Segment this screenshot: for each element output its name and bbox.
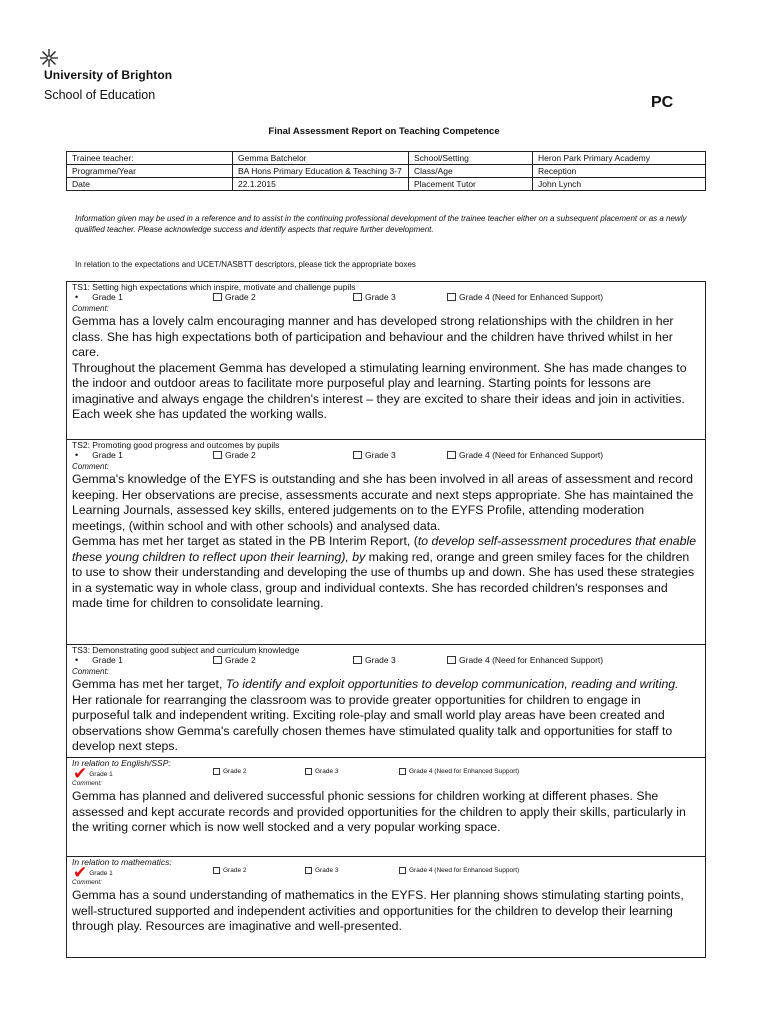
section-heading: TS2: Promoting good progress and outcomes by pupils — [72, 440, 280, 450]
table-cell: 22.1.2015 — [233, 178, 409, 191]
section-ts3 — [66, 644, 706, 758]
grade-2-label: Grade 2 — [223, 867, 247, 874]
grade-options — [67, 764, 705, 783]
grade-1-label: Grade 1 — [89, 869, 113, 877]
table-cell: School/Setting — [409, 152, 533, 165]
report-code: PC — [651, 94, 674, 111]
section-heading: In relation to English/SSP: — [72, 758, 171, 768]
comment-text: Gemma has a sound understanding of mathematics in the EYFS. Her planning shows stimulating starting points, well-structured supported and independent activities and opportunities for the children to develop their learning through play. Resources are imaginative and well-presented. — [72, 888, 684, 933]
grade-4-checkbox[interactable] — [399, 867, 406, 874]
comment-label: Comment: — [72, 462, 109, 471]
grade-2-checkbox[interactable] — [213, 656, 222, 664]
bullet: • — [75, 655, 79, 665]
grade-2-checkbox[interactable] — [213, 293, 222, 301]
intro-text: Information given may be used in a reference and to assist in the continuing professional development of the trainee teacher either on a subsequent placement or as a newly qualified teacher. Please acknowledge success and identify aspects that require further development. — [75, 214, 687, 234]
table-cell: Placement Tutor — [409, 178, 533, 191]
grade-2-label: Grade 2 — [223, 768, 247, 775]
grade-3-checkbox[interactable] — [305, 768, 312, 775]
comment-label: Comment: — [72, 879, 102, 886]
tick-mark-icon: ✔ — [73, 764, 88, 783]
grade-3-label: Grade 3 — [315, 768, 339, 775]
comment-part: Gemma has met her target, — [72, 677, 226, 691]
grade-3-checkbox[interactable] — [353, 656, 362, 664]
table-cell: Programme/Year — [67, 165, 233, 178]
table-cell: Trainee teacher: — [67, 152, 233, 165]
table-row — [67, 152, 706, 165]
grade-2-label: Grade 2 — [225, 292, 256, 302]
section-english — [66, 757, 706, 857]
bullet: • — [75, 292, 79, 302]
grade-3-checkbox[interactable] — [305, 867, 312, 874]
comment-text: Gemma has planned and delivered successful phonic sessions for children working at different phases. She assessed and kept accurate records and provided opportunities for the children to apply their skills, particularly in the writing corner which is now well stocked and a very popular working space. — [72, 789, 686, 834]
grade-1-label: Grade 1 — [92, 655, 123, 665]
grade-2-checkbox[interactable] — [213, 451, 222, 459]
grade-2-label: Grade 2 — [225, 450, 256, 460]
grade-3-label: Grade 3 — [365, 292, 396, 302]
comment-text: Gemma's knowledge of the EYFS is outstanding and she has been involved in all areas of assessment and record keeping. Her observations are precise, assessments accurate and next steps appropriate. She has maintained the Learning Journals, assessed key skills, entered judgements on to the EYFS Profile, attending moderation meetings, (within school and with other schools) and analysed data. — [72, 472, 694, 533]
table-cell: BA Hons Primary Education & Teaching 3-7 — [233, 165, 409, 178]
grade-4-label: Grade 4 (Need for Enhanced Support) — [409, 867, 520, 874]
grade-4-label: Grade 4 (Need for Enhanced Support) — [459, 450, 604, 460]
grade-3-checkbox[interactable] — [353, 451, 362, 459]
comment-text — [67, 534, 705, 612]
table-cell: Heron Park Primary Academy — [533, 152, 706, 165]
grade-4-label: Grade 4 (Need for Enhanced Support) — [459, 292, 604, 302]
grade-options — [67, 450, 705, 462]
table-row — [67, 178, 706, 191]
grade-3-checkbox[interactable] — [353, 293, 362, 301]
comment-text — [67, 677, 705, 755]
tick-instruction: In relation to the expectations and UCET/NASBTT descriptors, please tick the appropriate boxes — [75, 260, 416, 269]
grade-3-label: Grade 3 — [315, 867, 339, 874]
table-cell: John Lynch — [533, 178, 706, 191]
table-cell: Reception — [533, 165, 706, 178]
comment-label: Comment: — [72, 780, 102, 787]
table-cell: Class/Age — [409, 165, 533, 178]
section-ts1 — [66, 281, 706, 440]
bullet: • — [75, 450, 79, 460]
section-heading: In relation to mathematics: — [72, 857, 172, 867]
page-title: Final Assessment Report on Teaching Competence — [268, 126, 500, 137]
grade-1-label: Grade 1 — [92, 450, 123, 460]
section-mathematics — [66, 856, 706, 958]
grade-4-checkbox[interactable] — [447, 451, 456, 459]
comment-part: Her rationale for rearranging the classroom was to provide greater opportunities for children to engage in purposeful talk and independent writing. Exciting role-play and small world play areas have been created and observations show Gemma's carefully chosen themes have stimulated quality talk and opportunities for staff to develop next steps. — [72, 692, 673, 753]
trainee-info-table — [66, 151, 706, 191]
grade-2-checkbox[interactable] — [213, 768, 220, 775]
comment-target-italic: To identify and exploit opportunities to develop communication, reading and writing. — [225, 677, 679, 691]
comment-text: Throughout the placement Gemma has developed a stimulating learning environment. She has made changes to the indoor and outdoor areas to facilitate more purposeful play and learning. Starting points for lessons are imaginative and always engage the children's interest – they are excited to share their ideas and join in activities. Each week she has updated the working walls. — [72, 360, 687, 421]
comment-target-italic: to develop self-assessment procedures that enable these young children to reflect upon their learning), by — [72, 534, 697, 564]
grade-4-label: Grade 4 (Need for Enhanced Support) — [459, 655, 604, 665]
table-row — [67, 165, 706, 178]
section-heading: TS1: Setting high expectations which inspire, motivate and challenge pupils — [72, 282, 356, 292]
comment-label: Comment: — [72, 304, 109, 313]
grade-4-label: Grade 4 (Need for Enhanced Support) — [409, 768, 520, 775]
comment-label: Comment: — [72, 667, 109, 676]
grade-4-checkbox[interactable] — [447, 293, 456, 301]
grade-3-label: Grade 3 — [365, 655, 396, 665]
grade-4-checkbox[interactable] — [447, 656, 456, 664]
grade-1-label: Grade 1 — [89, 770, 113, 778]
grade-2-checkbox[interactable] — [213, 867, 220, 874]
university-logo-icon — [39, 48, 59, 68]
grade-options — [67, 292, 705, 304]
comment-part: making red, orange and green smiley faces for the children to use to show their understanding and developing the use of thumbs up and down. She has used these strategies in a systematic way in whole class, group and individual contexts. She has recorded children's responses and made time for children to consolidate learning. — [72, 549, 695, 610]
tick-mark-icon: ✔ — [73, 863, 88, 882]
comment-part: Gemma has met her target as stated in the PB Interim Report, ( — [72, 534, 418, 548]
section-heading: TS3: Demonstrating good subject and curriculum knowledge — [72, 645, 300, 655]
grade-options — [67, 863, 705, 882]
section-ts2 — [66, 439, 706, 645]
grade-4-checkbox[interactable] — [399, 768, 406, 775]
grade-options — [67, 655, 705, 667]
school-name: School of Education — [44, 88, 156, 102]
university-name: University of Brighton — [44, 68, 173, 82]
grade-2-label: Grade 2 — [225, 655, 256, 665]
table-cell: Gemma Batchelor — [233, 152, 409, 165]
grade-1-label: Grade 1 — [92, 292, 123, 302]
table-cell: Date — [67, 178, 233, 191]
comment-text: Gemma has a lovely calm encouraging manner and has developed strong relationships with the children in her class. She has high expectations both of participation and behaviour and the children have thrived whilst in her care. — [72, 314, 674, 359]
grade-3-label: Grade 3 — [365, 450, 396, 460]
